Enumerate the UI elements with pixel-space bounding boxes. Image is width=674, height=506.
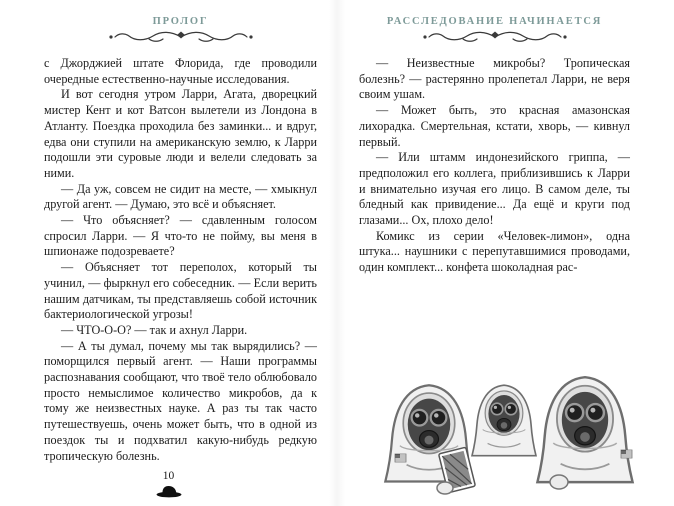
paragraph: — Да уж, совсем не сидит на месте, — хмыкнул другой агент. — Думаю, это всё и объясняет. [44,181,317,212]
header-ornament-icon [102,30,260,44]
page-number: 10 [162,470,175,482]
paragraph: с Джорджией штате Флорида, где проводили очередные естественно-научные исследования. [44,56,317,86]
paragraph: — Что объясняет? — сдавленным голосом спросил Ларри. — Я что-то не пойму, вы меня в шпионаже подозреваете? [44,213,317,259]
paragraph: — А ты думал, почему мы так вырядились? — поморщился первый агент. — Наши программы распознавания сообщают, что твоё тело облюбовало просто немыслимое количество микробов, да к тому же неизвестных науке. А раз ты так часто путешествуешь, очень может быть, что в одной из поездок ты и подхватил какую-нибудь редкую тропическую болезнь. [44,338,317,463]
paragraph: — Или штамм индонезийского гриппа, — предположил его коллега, приблизившись к Ларри и внимательно изучая его лицо. В самом деле, ты бледный как привидение... Да ещё и круги под глазами... Ох, плохо дело! [359,150,630,228]
paragraph: — Может быть, это красная амазонская лихорадка. Смертельная, кстати, хворь, — кивнул первый. [359,103,630,149]
right-chapter-header: РАССЛЕДОВАНИЕ НАЧИНАЕТСЯ [386,16,603,27]
agent-right [537,377,632,482]
paragraph: — Неизвестные микробы? Тропическая болезнь? — растерянно пролепетал Ларри, не веря своим ушам. [359,56,630,102]
hazmat-agents-illustration [353,322,655,502]
paragraph: И вот сегодня утром Ларри, Агата, дворецкий мистер Кент и кот Ватсон вылетели из Лондона в Атланту. Поездка проходила без заминки... и вдруг, едва они ступили на американскую землю, к Ларри подошли эти суровые люди и велели следовать за ними. [44,87,317,180]
header-ornament-icon [416,30,574,44]
agent-middle [472,385,536,456]
left-chapter-header: ПРОЛОГ [152,16,209,27]
paragraph: Комикс из серии «Человек-лимон», одна штука... наушники с перепутавшимися проводами, один комплект... конфета шоколадная рас- [359,228,630,275]
right-page-text [359,56,630,276]
paragraph: — Объясняет тот переполох, который ты учинил, — фыркнул его собеседник. — Если верить нашим датчикам, ты представляешь собой источник бактериологической угрозы! [44,260,317,322]
paragraph: — ЧТО-О-О? — так и ахнул Ларри. [61,322,248,337]
detective-hat-icon [156,485,182,498]
left-page-text [44,56,317,464]
left-page-footer [0,469,337,498]
right-page [337,0,674,506]
